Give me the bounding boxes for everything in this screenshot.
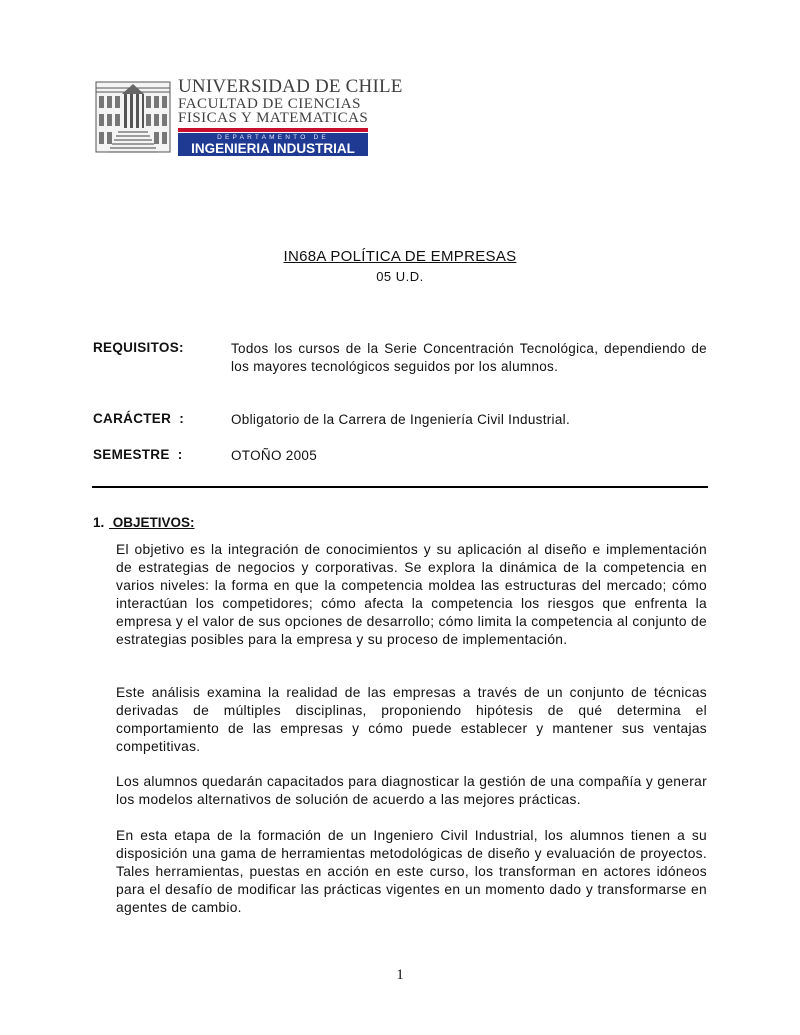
- requisitos-value: Todos los cursos de la Serie Concentración Tecnológica, dependiendo de los mayores tecnológicos seguidos por los alumnos.: [231, 341, 707, 374]
- logo-faculty-line1: FACULTAD DE CIENCIAS: [178, 96, 361, 112]
- course-units: 05 U.D.: [376, 269, 424, 284]
- objetivos-paragraph-4: En esta etapa de la formación de un Ingeniero Civil Industrial, los alumnos tienen a su disposición una gama de herramientas metodológicas de diseño y evaluación de proyectos. Tales herramientas, puestas en acción en este curso, los transforman en actores idóneos para el desafío de modificar las prácticas vigentes en un momento dado y transformarse en agentes de cambio.: [116, 828, 707, 915]
- logo-university-name: UNIVERSIDAD DE CHILE: [178, 76, 403, 97]
- semestre-label: SEMESTRE :: [93, 447, 183, 462]
- caracter-label: CARÁCTER :: [93, 411, 185, 426]
- objetivos-paragraph-2: Este análisis examina la realidad de las empresas a través de un conjunto de técnicas derivadas de múltiples disciplinas, proponiendo hipótesis de qué determina el comportamiento de las empresas y cómo puede establecer y mantener sus ventajas competitivas.: [116, 685, 707, 754]
- course-title: IN68A POLÍTICA DE EMPRESAS: [283, 248, 517, 265]
- objetivos-paragraph-3: Los alumnos quedarán capacitados para diagnosticar la gestión de una compañía y generar los modelos alternativos de solución de acuerdo a las mejores prácticas.: [116, 774, 707, 807]
- objetivos-paragraph-1: El objetivo es la integración de conocimientos y su aplicación al diseño e implementación de estrategias de negocios y corporativas. Se explora la dinámica de la competencia en varios niveles: la forma en que la competencia moldea las estructuras del mercado; cómo interactúan los competidores; cómo afecta la competencia los riesgos que enfrenta la empresa y el valor de sus opciones de desarrollo; cómo limita la competencia al conjunto de estrategias posibles para la empresa y su proceso de implementación.: [116, 542, 707, 647]
- requisitos-label: REQUISITOS:: [93, 340, 184, 355]
- university-logo: [94, 76, 403, 158]
- section-title: OBJETIVOS:: [109, 515, 195, 530]
- semestre-value: OTOÑO 2005: [231, 448, 318, 463]
- section-number: 1.: [93, 515, 105, 530]
- logo-faculty-line2: FISICAS Y MATEMATICAS: [178, 110, 369, 126]
- logo-department-box: [178, 133, 368, 156]
- building-icon: [94, 78, 172, 156]
- logo-red-bar: [178, 128, 368, 132]
- horizontal-divider: [92, 486, 708, 488]
- caracter-value: Obligatorio de la Carrera de Ingeniería Civil Industrial.: [231, 412, 571, 427]
- logo-department-prefix: DEPARTAMENTO DE: [217, 134, 329, 141]
- page-number: 1: [396, 967, 404, 983]
- logo-department-name: INGENIERIA INDUSTRIAL: [191, 141, 355, 156]
